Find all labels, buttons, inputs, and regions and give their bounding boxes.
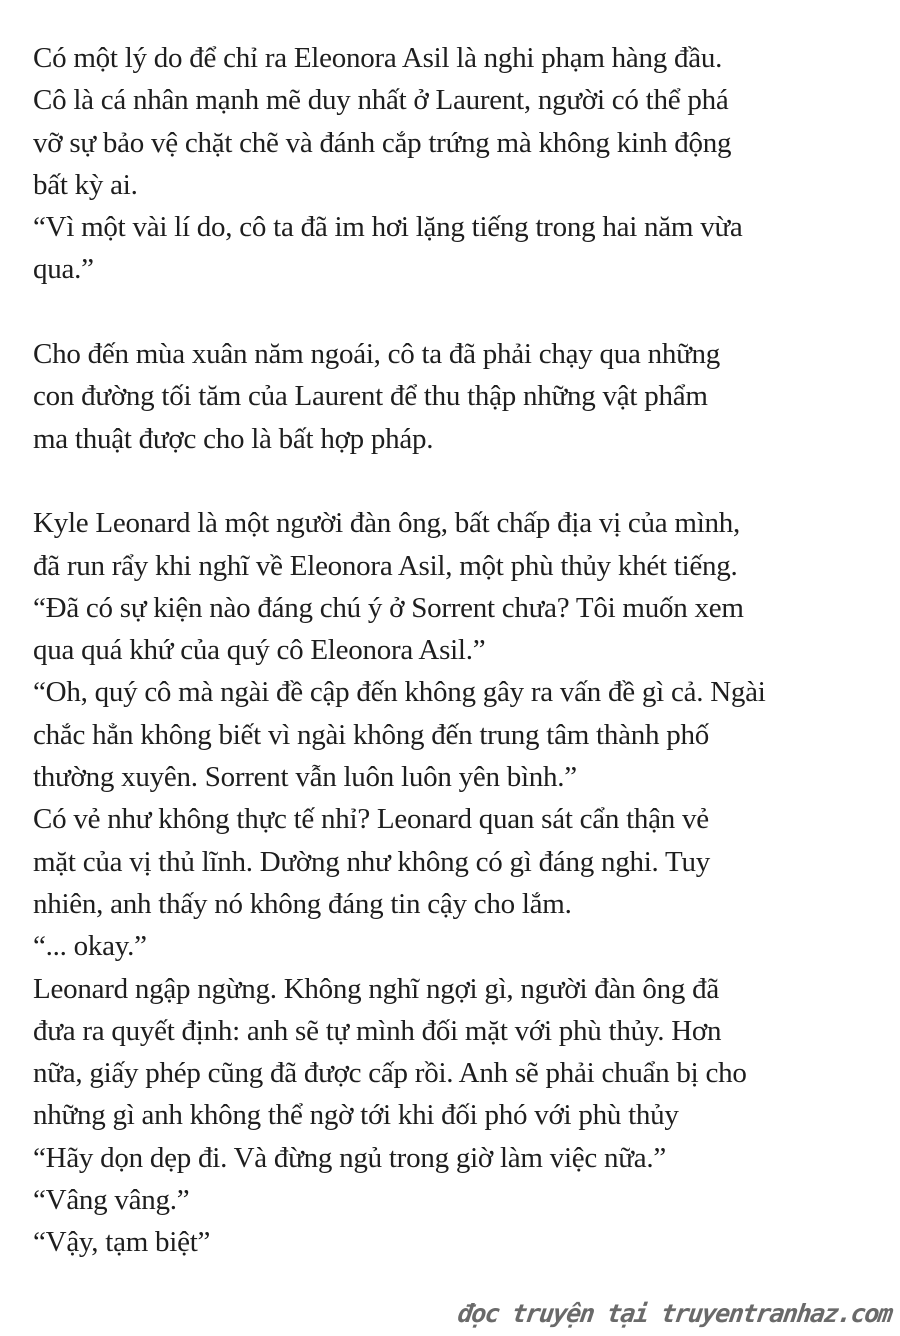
story-line: Leonard ngập ngừng. Không nghĩ ngợi gì, người đàn ông đã [33, 972, 720, 1005]
story-line: Cho đến mùa xuân năm ngoái, cô ta đã phải chạy qua những [33, 338, 721, 371]
story-line: thường xuyên. Sorrent vẫn luôn luôn yên bình.” [33, 761, 577, 794]
story-line: “Hãy dọn dẹp đi. Và đừng ngủ trong giờ làm việc nữa.” [33, 1141, 666, 1174]
story-line: bất kỳ ai. [33, 168, 138, 201]
story-line: “... okay.” [33, 930, 147, 963]
story-line: nhiên, anh thấy nó không đáng tin cậy cho lắm. [33, 887, 572, 920]
story-line: mặt của vị thủ lĩnh. Dường như không có gì đáng nghi. Tuy [33, 845, 710, 878]
story-line: đưa ra quyết định: anh sẽ tự mình đối mặt với phù thủy. Hơn [33, 1014, 722, 1047]
story-line: “Đã có sự kiện nào đáng chú ý ở Sorrent chưa? Tôi muốn xem [33, 591, 744, 624]
story-text [33, 37, 873, 1264]
story-line: đã run rẩy khi nghĩ về Eleonora Asil, một phù thủy khét tiếng. [33, 549, 738, 582]
story-line: Có vẻ như không thực tế nhỉ? Leonard quan sát cẩn thận vẻ [33, 803, 709, 836]
paragraph-gap [33, 291, 873, 333]
story-line: Có một lý do để chỉ ra Eleonora Asil là nghi phạm hàng đầu. [33, 42, 723, 74]
story-line: vỡ sự bảo vệ chặt chẽ và đánh cắp trứng mà không kinh động [33, 126, 732, 159]
story-line: qua.” [33, 253, 94, 286]
site-watermark: đọc truyện tại truyentranhaz.com [456, 1299, 895, 1328]
story-line: “Vì một vài lí do, cô ta đã im hơi lặng tiếng trong hai năm vừa [33, 211, 743, 244]
story-line: “Vâng vâng.” [33, 1184, 190, 1217]
story-line: ma thuật được cho là bất hợp pháp. [33, 422, 434, 455]
story-line: “Vậy, tạm biệt” [33, 1226, 211, 1259]
paragraph-gap [33, 460, 873, 502]
story-line: “Oh, quý cô mà ngài đề cập đến không gây ra vấn đề gì cả. Ngài [33, 676, 766, 709]
story-line: qua quá khứ của quý cô Eleonora Asil.” [33, 634, 486, 667]
story-line: Kyle Leonard là một người đàn ông, bất chấp địa vị của mình, [33, 507, 741, 540]
story-line: con đường tối tăm của Laurent để thu thập những vật phẩm [33, 380, 708, 413]
story-line: Cô là cá nhân mạnh mẽ duy nhất ở Laurent, người có thể phá [33, 84, 729, 117]
story-line: chắc hẳn không biết vì ngài không đến trung tâm thành phố [33, 718, 709, 751]
story-line: nữa, giấy phép cũng đã được cấp rồi. Anh sẽ phải chuẩn bị cho [33, 1057, 747, 1090]
story-line: những gì anh không thể ngờ tới khi đối phó với phù thủy [33, 1099, 679, 1132]
